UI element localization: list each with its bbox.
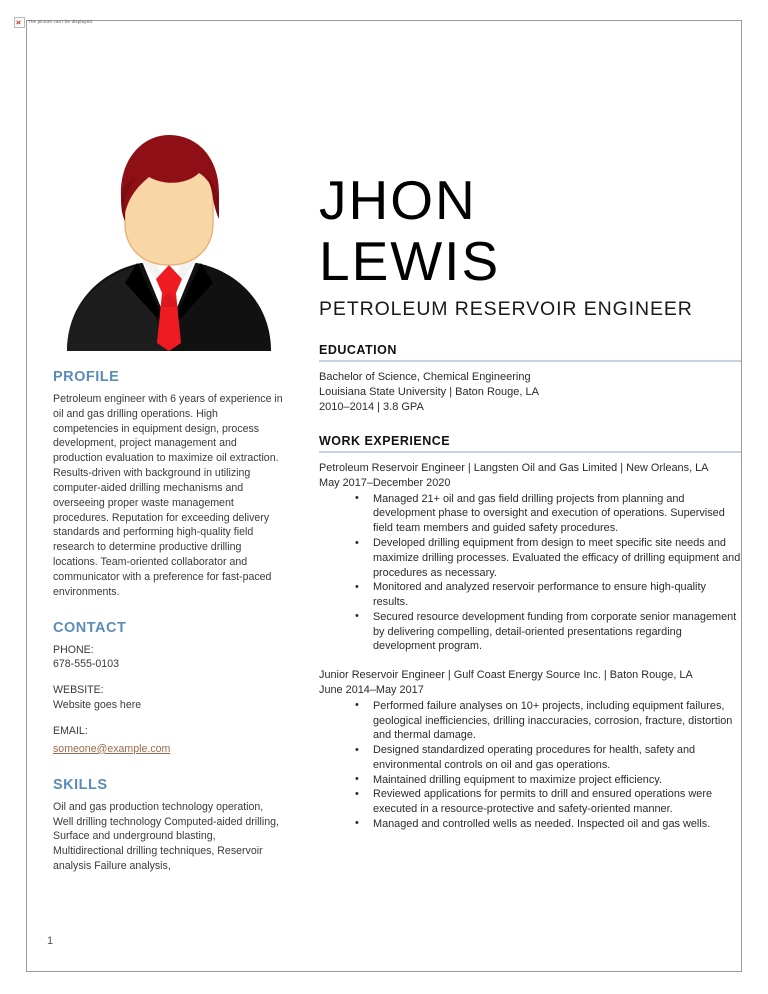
education-school: Louisiana State University | Baton Rouge, LA bbox=[319, 385, 539, 398]
website-value: Website goes here bbox=[53, 699, 142, 712]
job-bullet: • Monitored and analyzed reservoir performance to ensure high-quality results. bbox=[373, 580, 742, 610]
phone-value: 678-555-0103 bbox=[53, 658, 119, 671]
last-name: LEWIS bbox=[319, 230, 501, 293]
contact-email bbox=[53, 724, 285, 757]
broken-image-icon bbox=[14, 17, 25, 28]
education-rule bbox=[319, 360, 742, 362]
education-dates-gpa: 2010–2014 | 3.8 GPA bbox=[319, 400, 424, 413]
job-bullets bbox=[319, 699, 742, 832]
profile-heading: PROFILE bbox=[53, 369, 120, 385]
job-bullet: • Managed 21+ oil and gas field drilling projects from planning and development phase to oversight and execution of operations. Supervised field team members and guided safety procedures. bbox=[373, 492, 742, 536]
name-header bbox=[319, 171, 739, 321]
education-degree: Bachelor of Science, Chemical Engineering bbox=[319, 370, 531, 383]
broken-image-label: The picture can't be displayed. bbox=[28, 19, 94, 25]
job-bullets bbox=[319, 492, 742, 654]
job-entry bbox=[319, 461, 742, 654]
job-date-line: June 2014–May 2017 bbox=[319, 683, 424, 696]
page-number: 1 bbox=[47, 935, 54, 947]
document-page bbox=[26, 20, 742, 972]
contact-phone bbox=[53, 643, 285, 673]
avatar-illustration bbox=[49, 131, 289, 351]
skills-section bbox=[53, 777, 285, 874]
job-title-line: Junior Reservoir Engineer | Gulf Coast Energy Source Inc. | Baton Rouge, LA bbox=[319, 669, 693, 682]
profile-text: Petroleum engineer with 6 years of experience in oil and gas drilling operations. High competencies in equipment design, process development, project management and production evaluation to maximize oil extraction. Results-driven with background in utilizing computer-aided drilling mechanisms and overseeing proper waste management procedures. Reputation for exceeding delivery standards and performing high-quality field research to determine productive drilling locations. Team-oriented collaborator and communicator with a preference for fast-paced environments. bbox=[53, 393, 283, 598]
skills-text: Oil and gas production technology operation, Well drilling technology Computed-aided drilling, Surface and underground blasting, Multidirectional drilling techniques, Reservoir analysis Failure analysis, bbox=[53, 800, 279, 873]
education-heading: EDUCATION bbox=[319, 343, 397, 357]
contact-heading: CONTACT bbox=[53, 619, 127, 636]
education-section bbox=[319, 343, 742, 414]
first-name: JHON bbox=[319, 169, 477, 231]
work-experience-section bbox=[319, 434, 742, 831]
job-bullet: • Secured resource development funding from corporate senior management by delivering compelling, detail-oriented presentations regarding development program. bbox=[373, 610, 742, 654]
job-title: PETROLEUM RESERVOIR ENGINEER bbox=[319, 297, 693, 320]
email-link[interactable]: someone@example.com bbox=[53, 742, 171, 755]
broken-image-placeholder bbox=[14, 17, 93, 28]
spacer bbox=[53, 757, 285, 777]
spacer bbox=[319, 654, 742, 668]
job-bullet: • Managed and controlled wells as needed. Inspected oil and gas wells. bbox=[373, 817, 742, 832]
job-bullet: • Performed failure analyses on 10+ projects, including equipment failures, geological inefficiencies, drilling inaccuracies, corrosion, fracture, distortion and thermal damage. bbox=[373, 699, 742, 743]
job-entry bbox=[319, 668, 742, 832]
contact-section bbox=[53, 620, 285, 757]
skills-heading: SKILLS bbox=[53, 776, 108, 793]
contact-website bbox=[53, 683, 285, 713]
job-bullet: • Maintained drilling equipment to maximize project efficiency. bbox=[373, 773, 742, 788]
job-bullet: • Designed standardized operating procedures for health, safety and environmental controls on oil and gas operations. bbox=[373, 743, 742, 773]
profile-section bbox=[53, 369, 285, 600]
email-label: EMAIL: bbox=[53, 724, 88, 737]
spacer bbox=[53, 600, 285, 620]
job-date-line: May 2017–December 2020 bbox=[319, 476, 451, 489]
sidebar bbox=[53, 369, 285, 874]
website-label: WEBSITE: bbox=[53, 684, 104, 697]
main-content bbox=[319, 343, 742, 832]
phone-label: PHONE: bbox=[53, 643, 94, 656]
job-bullet: • Reviewed applications for permits to drill and ensured operations were executed in a resource-protective and safety-oriented manner. bbox=[373, 787, 742, 817]
job-title-line: Petroleum Reservoir Engineer | Langsten Oil and Gas Limited | New Orleans, LA bbox=[319, 462, 709, 475]
work-experience-heading: WORK EXPERIENCE bbox=[319, 434, 451, 449]
spacer bbox=[319, 414, 742, 434]
avatar bbox=[49, 131, 289, 351]
job-bullet: • Developed drilling equipment from design to meet specific site needs and maximize drilling processes. Evaluated the efficacy of drilling equipment and procedures as necessary. bbox=[373, 536, 742, 580]
work-experience-rule bbox=[319, 451, 742, 453]
